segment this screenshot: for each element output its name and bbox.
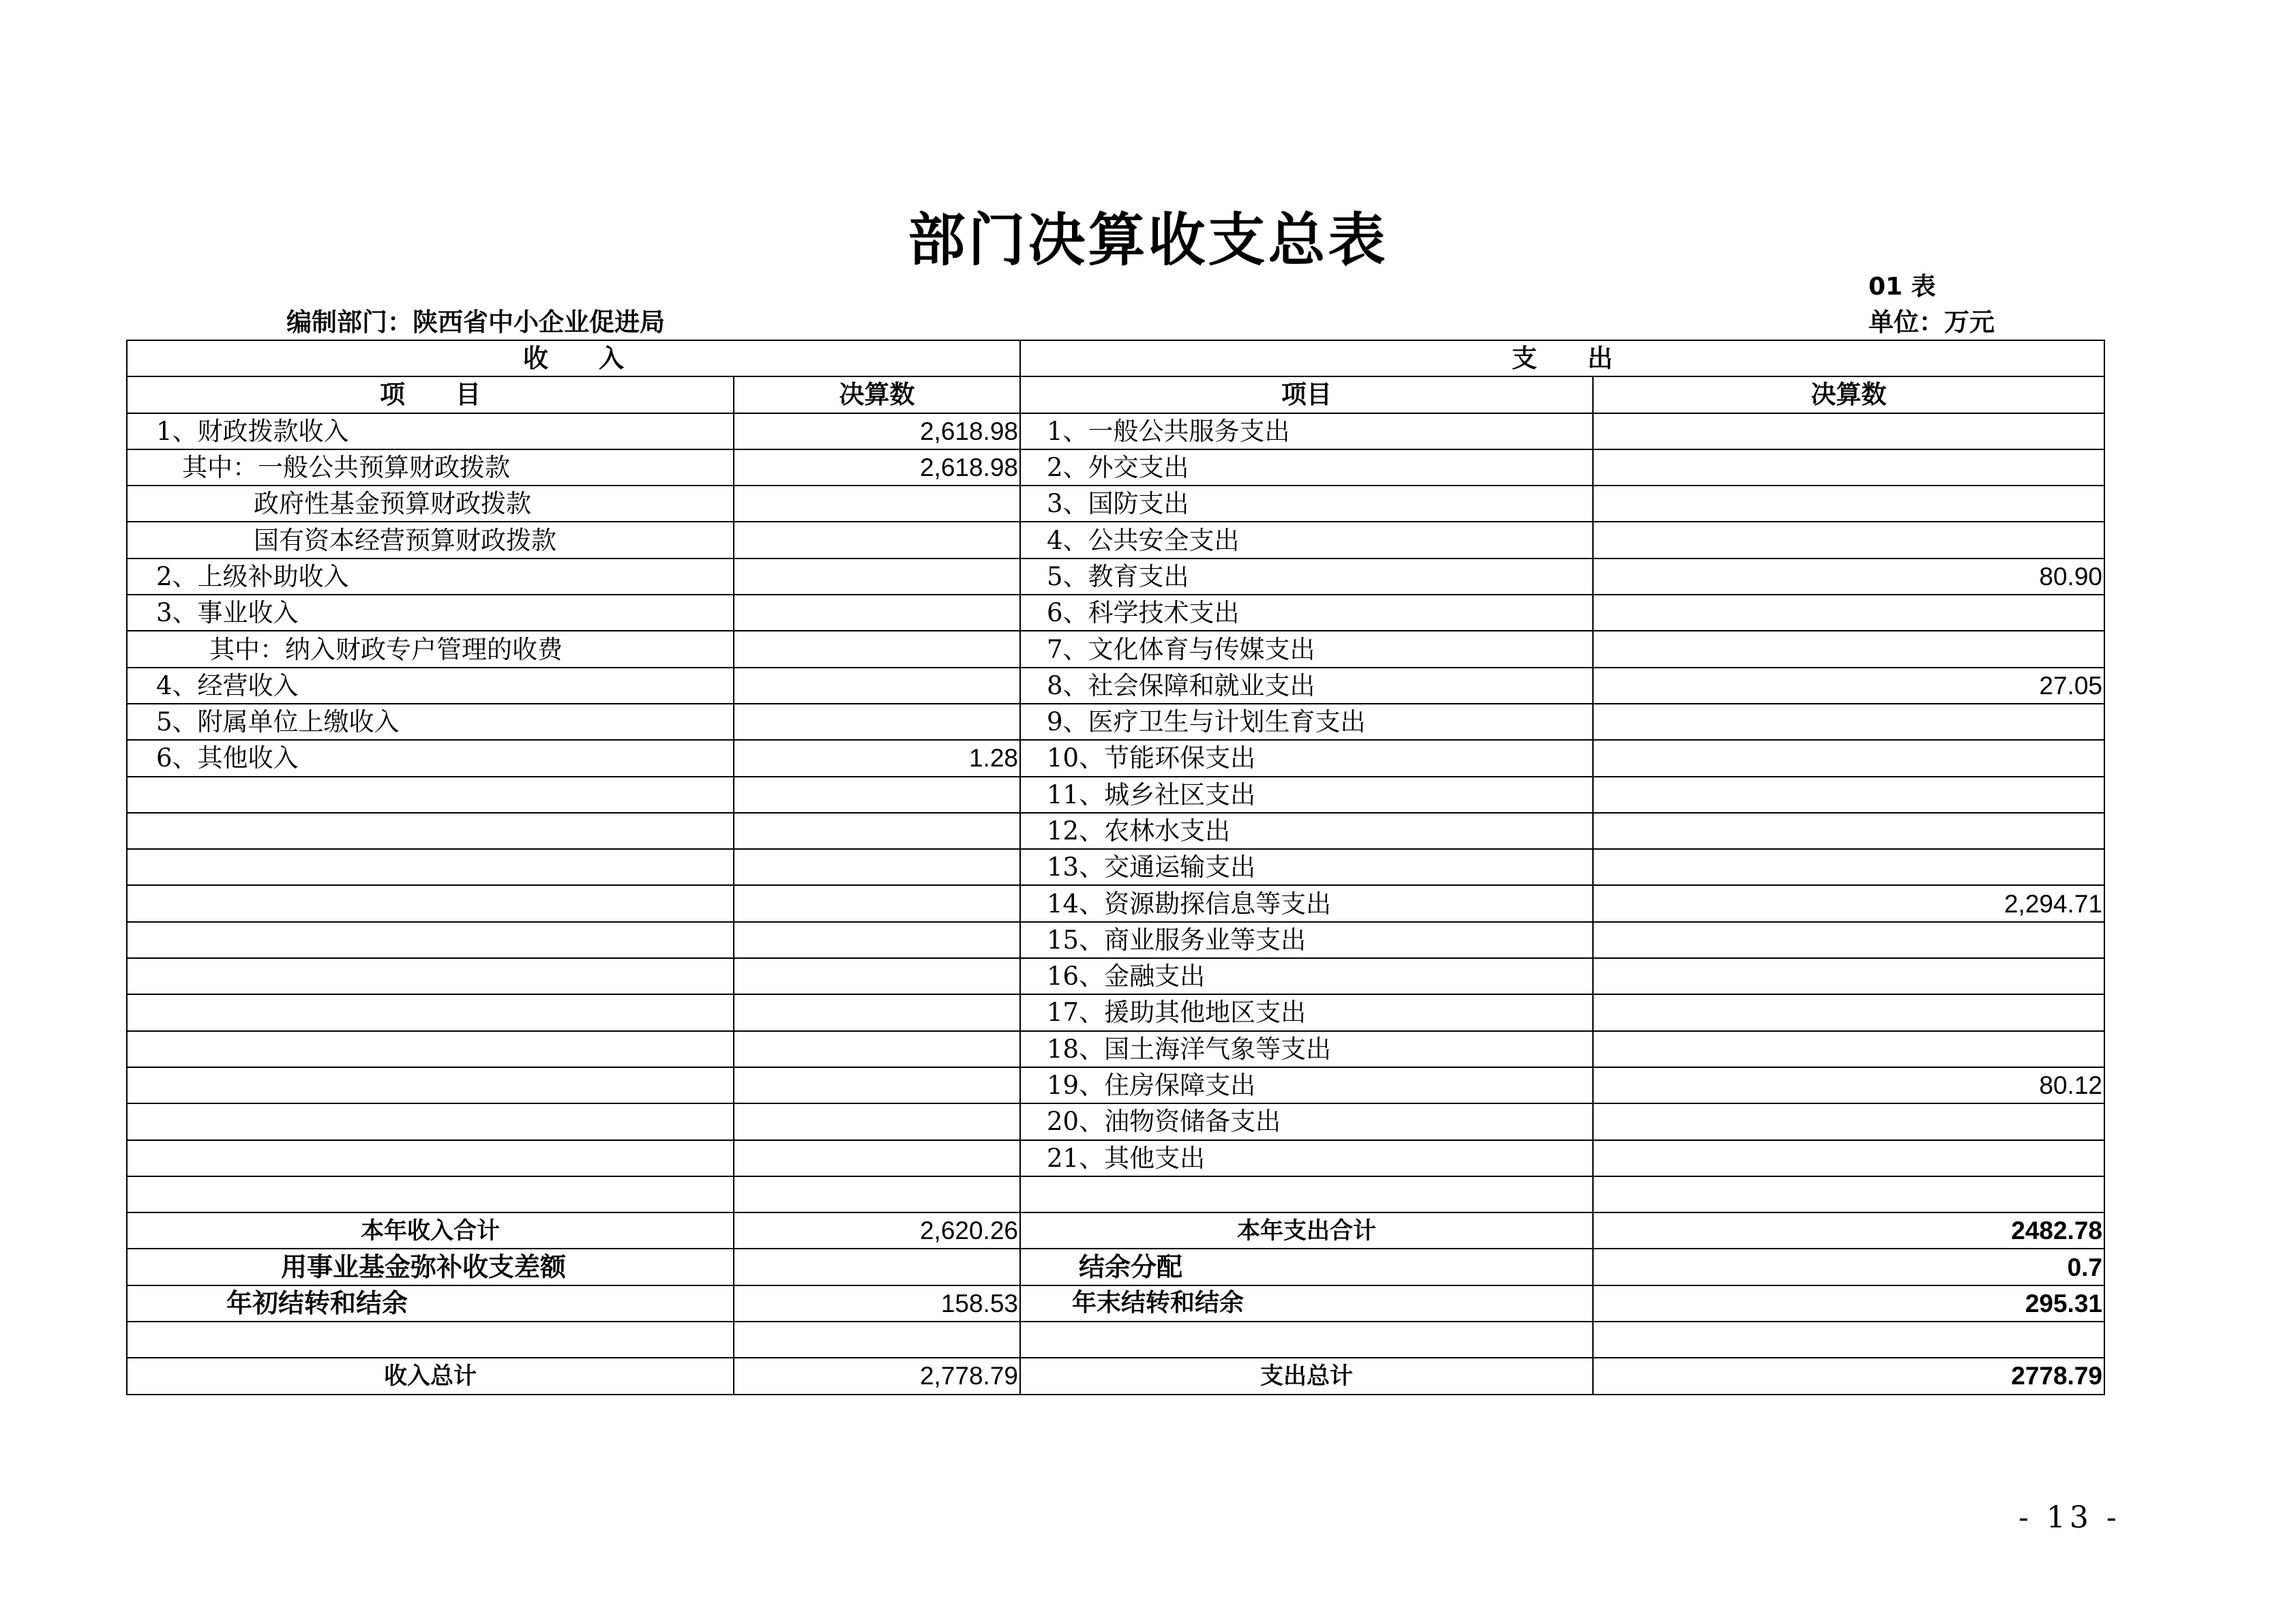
table-number: 01 表 [1868,273,1936,301]
expense-value [1593,1176,2104,1212]
surplus-distribution-value: 0.7 [1593,1249,2104,1285]
income-value [734,1067,1020,1103]
expense-value [1593,449,2104,486]
expense-label: 18、国土海洋气象等支出 [1020,1031,1593,1067]
expense-value: 27.05 [1593,668,2104,704]
carryover-row [127,1285,2104,1322]
begin-carryover-label: 年初结转和结余 [127,1285,734,1322]
expense-label: 2、外交支出 [1020,449,1593,486]
page-number: - 13 - [2018,1500,2121,1535]
table-row [127,449,2104,486]
expense-label: 13、交通运输支出 [1020,849,1593,885]
income-value [734,595,1020,631]
income-value [734,522,1020,558]
expense-value [1593,994,2104,1030]
expense-value [1593,704,2104,740]
expense-label: 5、教育支出 [1020,559,1593,595]
expense-label: 10、节能环保支出 [1020,740,1593,776]
income-amount-header: 决算数 [734,376,1020,413]
income-value [734,559,1020,595]
table-row [127,1322,2104,1358]
unit-label: 单位：万元 [1868,308,1995,337]
income-value [734,486,1020,522]
year-expense-label: 本年支出合计 [1020,1212,1593,1249]
income-label: 3、事业收入 [127,595,734,631]
expense-label: 3、国防支出 [1020,486,1593,522]
expense-value [1593,849,2104,885]
expense-item-header: 项目 [1020,376,1593,413]
income-label: 其中：一般公共预算财政拨款 [127,449,734,486]
expense-value [1593,1031,2104,1067]
table-row [127,922,2104,958]
total-income-label: 收入总计 [127,1358,734,1394]
income-label [127,922,734,958]
income-label: 国有资本经营预算财政拨款 [127,522,734,558]
expense-value [1593,958,2104,994]
income-value: 2,618.98 [734,449,1020,486]
income-label [127,1140,734,1176]
expense-value: 80.12 [1593,1067,2104,1103]
income-label [127,994,734,1030]
expense-label: 1、一般公共服务支出 [1020,413,1593,449]
end-carryover-value: 295.31 [1593,1285,2104,1322]
income-header: 收 入 [127,340,1020,376]
income-label [127,885,734,921]
year-expense-value: 2482.78 [1593,1212,2104,1249]
total-expense-label: 支出总计 [1020,1358,1593,1394]
income-label: 6、其他收入 [127,740,734,776]
expense-value [1593,522,2104,558]
expense-label: 21、其他支出 [1020,1140,1593,1176]
begin-carryover-value: 158.53 [734,1285,1020,1322]
expense-label: 12、农林水支出 [1020,813,1593,849]
table-row [127,813,2104,849]
table-row [127,849,2104,885]
expense-value [1593,813,2104,849]
expense-value [1593,740,2104,776]
expense-value [1593,777,2104,813]
fund-label: 用事业基金弥补收支差额 [127,1249,734,1285]
income-value [734,777,1020,813]
surplus-distribution-label: 结余分配 [1020,1249,1593,1285]
income-value [734,849,1020,885]
expense-amount-header: 决算数 [1593,376,2104,413]
table-row [127,1067,2104,1103]
expense-label: 16、金融支出 [1020,958,1593,994]
expense-header: 支 出 [1020,340,2104,376]
table-row [127,740,2104,776]
income-label: 1、财政拨款收入 [127,413,734,449]
expense-label: 17、援助其他地区支出 [1020,994,1593,1030]
income-value [734,704,1020,740]
grand-total-row [127,1358,2104,1394]
table-row [127,994,2104,1030]
income-value [734,1031,1020,1067]
expense-value: 80.90 [1593,559,2104,595]
table-row [127,704,2104,740]
expense-value [1593,922,2104,958]
expense-label: 19、住房保障支出 [1020,1067,1593,1103]
table-row [127,885,2104,921]
budget-table [126,340,2105,1395]
table-row [127,631,2104,667]
expense-label: 14、资源勘探信息等支出 [1020,885,1593,921]
expense-label: 15、商业服务业等支出 [1020,922,1593,958]
table-row [127,668,2104,704]
table-row [127,1031,2104,1067]
total-expense-value: 2778.79 [1593,1358,2104,1394]
income-value [734,813,1020,849]
table-row [127,777,2104,813]
expense-label [1020,1176,1593,1212]
fund-value [734,1249,1020,1285]
income-label [127,1103,734,1140]
table-row [127,522,2104,558]
income-item-header: 项 目 [127,376,734,413]
page-title: 部门决算收支总表 [908,207,1388,273]
department-label: 编制部门：陕西省中小企业促进局 [286,308,665,337]
table-row [127,1176,2104,1212]
year-income-value: 2,620.26 [734,1212,1020,1249]
table-row [127,958,2104,994]
income-label: 2、上级补助收入 [127,559,734,595]
table-row [127,559,2104,595]
expense-label: 4、公共安全支出 [1020,522,1593,558]
income-value [734,1176,1020,1212]
income-label [127,777,734,813]
income-value [734,958,1020,994]
income-label: 政府性基金预算财政拨款 [127,486,734,522]
expense-value [1593,1103,2104,1140]
income-value [734,631,1020,667]
income-value [734,885,1020,921]
table-row [127,1103,2104,1140]
income-label [127,849,734,885]
end-carryover-label: 年末结转和结余 [1020,1285,1593,1322]
expense-label: 7、文化体育与传媒支出 [1020,631,1593,667]
fund-row [127,1249,2104,1285]
expense-value [1593,631,2104,667]
table-row [127,1140,2104,1176]
income-value [734,1140,1020,1176]
expense-label: 8、社会保障和就业支出 [1020,668,1593,704]
expense-label: 6、科学技术支出 [1020,595,1593,631]
income-label [127,1067,734,1103]
income-value: 1.28 [734,740,1020,776]
income-value: 2,618.98 [734,413,1020,449]
income-label: 4、经营收入 [127,668,734,704]
expense-value [1593,413,2104,449]
expense-label: 9、医疗卫生与计划生育支出 [1020,704,1593,740]
expense-value [1593,595,2104,631]
income-value [734,994,1020,1030]
income-label [127,813,734,849]
total-income-value: 2,778.79 [734,1358,1020,1394]
table-row [127,486,2104,522]
income-label [127,1031,734,1067]
expense-value [1593,1140,2104,1176]
income-value [734,668,1020,704]
income-label: 5、附属单位上缴收入 [127,704,734,740]
income-value [734,1103,1020,1140]
year-total-row [127,1212,2104,1249]
table-row [127,413,2104,449]
year-income-label: 本年收入合计 [127,1212,734,1249]
expense-label: 11、城乡社区支出 [1020,777,1593,813]
expense-value: 2,294.71 [1593,885,2104,921]
income-label: 其中：纳入财政专户管理的收费 [127,631,734,667]
expense-label: 20、油物资储备支出 [1020,1103,1593,1140]
income-label [127,1176,734,1212]
income-label [127,958,734,994]
expense-value [1593,486,2104,522]
income-value [734,922,1020,958]
table-row [127,595,2104,631]
